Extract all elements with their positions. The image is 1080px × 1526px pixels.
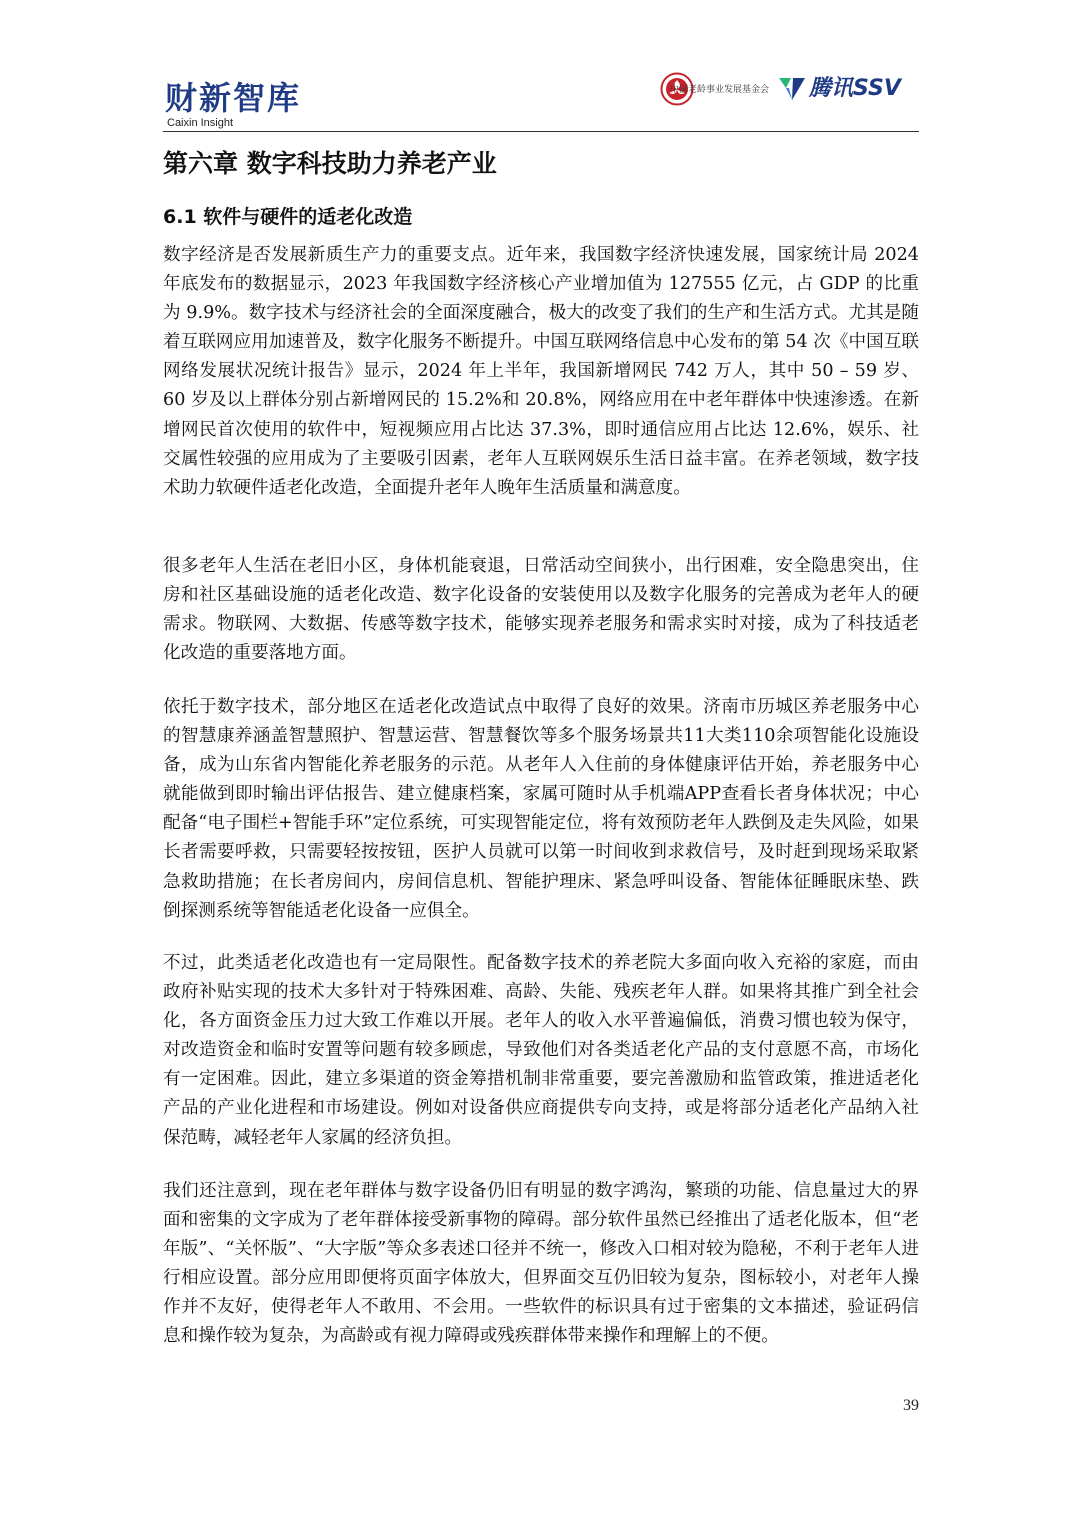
body-paragraph: 不过，此类适老化改造也有一定局限性。配备数字技术的养老院大多面向收入充裕的家庭，而由政府补贴实现的技术大多针对于特殊困难、高龄、失能、残疾老年人群。如果将其推广到全社会化，各方面资金压力过大致工作难以开展。老年人的收入水平普遍偏低，消费习惯也较为保守，对改造资金和临时安置等问题有较多顾虑，导致他们对各类适老化产品的支付意愿不高，市场化有一定困难。因此，建立多渠道的资金筹措机制非常重要，要完善激励和监管政策，推进适老化产品的产业化进程和市场建设。例如对设备供应商提供专向支持，或是将部分适老化产品纳入社保范畴，减轻老年人家属的经济负担。 xyxy=(163,953,919,1148)
page-number: 39 xyxy=(903,1397,919,1414)
chapter-title: 第六章 数字科技助力养老产业 xyxy=(163,149,497,178)
body-paragraph: 依托于数字技术，部分地区在适老化改造试点中取得了良好的效果。济南市历城区养老服务中心的智慧康养涵盖智慧照护、智慧运营、智慧餐饮等多个服务场景共11大类110余项智能化设施设备，成为山东省内智能化养老服务的示范。从老年人入住前的身体健康评估开始，养老服务中心就能做到即时输出评估报告、建立健康档案，家属可随时从手机端APP查看长者身体状况；中心配备“电子围栏+智能手环”定位系统，可实现智能定位，将有效预防老年人跌倒及走失风险，如果长者需要呼救，只需要轻按按钮，医护人员就可以第一时间收到求救信号，及时赶到现场采取紧急救助措施；在长者房间内，房间信息机、智能护理床、紧急呼叫设备、智能体征睡眠床垫、跌倒探测系统等智能适老化设备一应俱全。 xyxy=(163,697,919,921)
body-paragraph: 数字经济是否发展新质生产力的重要支点。近年来，我国数字经济快速发展，国家统计局 2024 年底发布的数据显示，2023 年我国数字经济核心产业增加值为 127555 亿元，占 GDP 的比重为 9.9%。数字技术与经济社会的全面深度融合，极大的改变了我们的生产和生活方式。尤其是随着互联网应用加速普及，数字化服务不断提升。中国互联网络信息中心发布的第 54 次《中国互联网络发展状况统计报告》显示，2024 年上半年，我国新增网民 742 万人，其中 50 – 59 岁、60 岁及以上群体分别占新增网民的 15.2%和 20.8%，网络应用在中老年群体中快速渗透。在新增网民首次使用的软件中，短视频应用占比达 37.3%，即时通信应用占比达 12.6%，娱乐、社交属性较强的应用成为了主要吸引因素，老年人互联网娱乐生活日益丰富。在养老领域，数字技术助力软硬件适老化改造，全面提升老年人晚年生活质量和满意度。 xyxy=(163,245,919,498)
partner-name: 腾讯SSV xyxy=(809,76,901,101)
brand-name-cn: 财新智库 xyxy=(165,79,302,117)
body-paragraph: 我们还注意到，现在老年群体与数字设备仍旧有明显的数字鸿沟，繁琐的功能、信息量过大的界面和密集的文字成为了老年群体接受新事物的障碍。部分软件虽然已经推出了适老化版本，但“老年版”、“关怀版”、“大字版”等众多表述口径并不统一，修改入口相对较为隐秘，不利于老年人进行相应设置。部分应用即便将页面字体放大，但界面交互仍旧较为复杂，图标较小，对老年人操作并不友好，使得老年人不敢用、不会用。一些软件的标识具有过于密集的文本描述，验证码信息和操作较为复杂，为高龄或有视力障碍或残疾群体带来操作和理解上的不便。 xyxy=(163,1181,919,1347)
foundation-name: 中国老龄事业发展基金会 xyxy=(669,85,769,95)
body-paragraph: 很多老年人生活在老旧小区，身体机能衰退，日常活动空间狭小，出行困难，安全隐患突出，住房和社区基础设施的适老化改造、数字化设备的安装使用以及数字化服务的完善成为老年人的硬需求。物联网、大数据、传感等数字技术，能够实现养老服务和需求实时对接，成为了科技适老化改造的重要落地方面。 xyxy=(163,556,919,664)
brand-name-en: Caixin Insight xyxy=(167,117,234,129)
section-title: 6.1 软件与硬件的适老化改造 xyxy=(163,206,413,228)
caixin-insight-logo xyxy=(163,78,323,132)
header-divider xyxy=(163,131,919,132)
tencent-ssv-icon xyxy=(777,74,807,104)
page-header xyxy=(163,70,919,134)
tencent-ssv-logo xyxy=(769,72,919,106)
